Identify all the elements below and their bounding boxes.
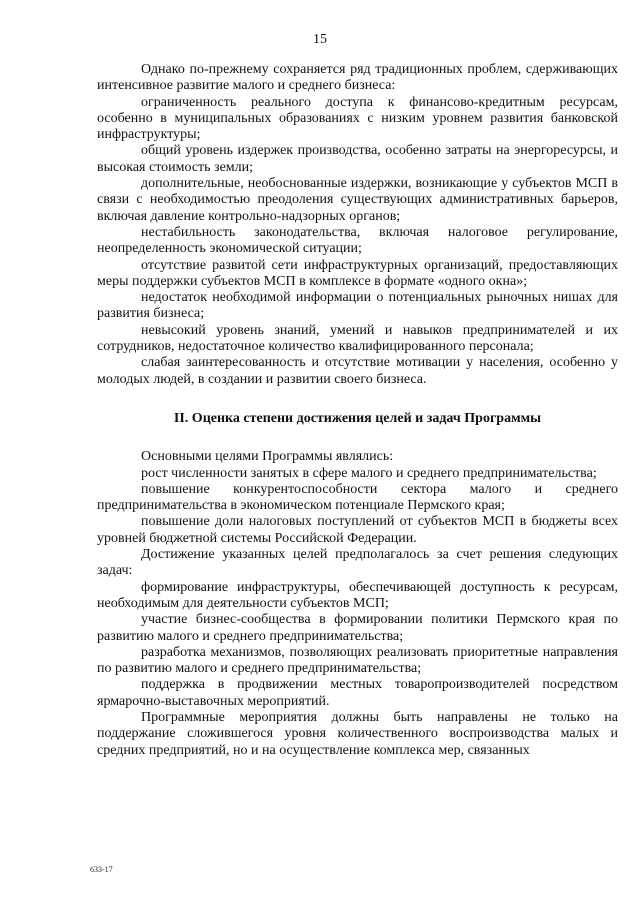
section-heading: II. Оценка степени достижения целей и задач Программы [173, 410, 542, 426]
document-body [97, 62, 618, 759]
list-item: дополнительные, необоснованные издержки, возникающие у субъектов МСП в связи с необходимостью преодоления существующих административных барьеров, включая давление контрольно-надзорных органов; [97, 176, 618, 224]
list-item: рост численности занятых в сфере малого и среднего предпринимательства; [141, 465, 597, 481]
list-item: недостаток необходимой информации о потенциальных рыночных нишах для развития бизнеса; [97, 290, 618, 322]
goals-section [97, 449, 618, 759]
list-item: общий уровень издержек производства, особенно затраты на энергоресурсы, и высокая стоимость земли; [97, 143, 618, 175]
paragraph: Программные мероприятия должны быть направлены не только на поддержание сложившегося уровня количественного воспроизводства малых и средних предприятий, но и на осуществление комплекса мер, связанных [97, 709, 618, 758]
list-item: нестабильность законодательства, включая налоговое регулирование, неопределенность экономической ситуации; [97, 224, 618, 257]
paragraph: Однако по-прежнему сохраняется ряд традиционных проблем, сдерживающих интенсивное развитие малого и среднего бизнеса: [97, 62, 618, 94]
list-item: повышение конкурентоспособности сектора малого и среднего предпринимательства в экономическом потенциале Пермского края; [97, 481, 618, 514]
list-item: ограниченность реального доступа к финансово-кредитным ресурсам, особенно в муниципальных образованиях с низким уровнем развития банковской инфраструктуры; [97, 94, 618, 143]
list-item: отсутствие развитой сети инфраструктурных организаций, предоставляющих меры поддержки субъектов МСП в комплексе в формате «одного окна»; [97, 257, 618, 289]
list-item: повышение доли налоговых поступлений от субъектов МСП в бюджеты всех уровней бюджетной системы Российской Федерации. [97, 514, 618, 546]
page-number: 15 [313, 32, 327, 47]
problems-section [97, 62, 618, 388]
list-item: слабая заинтересованность и отсутствие мотивации у населения, особенно у молодых людей, в создании и развитии своего бизнеса. [97, 355, 618, 387]
list-item: невысокий уровень знаний, умений и навыков предпринимателей и их сотрудников, недостаточное количество квалифицированного персонала; [97, 322, 618, 355]
list-item: формирование инфраструктуры, обеспечивающей доступность к ресурсам, необходимым для деятельности субъектов МСП; [97, 579, 618, 611]
list-item: участие бизнес-сообщества в формировании политики Пермского края по развитию малого и среднего предпринимательства; [97, 612, 618, 644]
document-code: 633-17 [90, 865, 113, 874]
list-item: разработка механизмов, позволяющих реализовать приоритетные направления по развитию малого и среднего предпринимательства; [97, 644, 618, 677]
paragraph: Достижение указанных целей предполагалось за счет решения следующих задач: [97, 547, 618, 579]
paragraph: Основными целями Программы являлись: [141, 449, 394, 465]
list-item: поддержка в продвижении местных товаропроизводителей посредством ярмарочно-выставочных мероприятий. [97, 677, 618, 709]
